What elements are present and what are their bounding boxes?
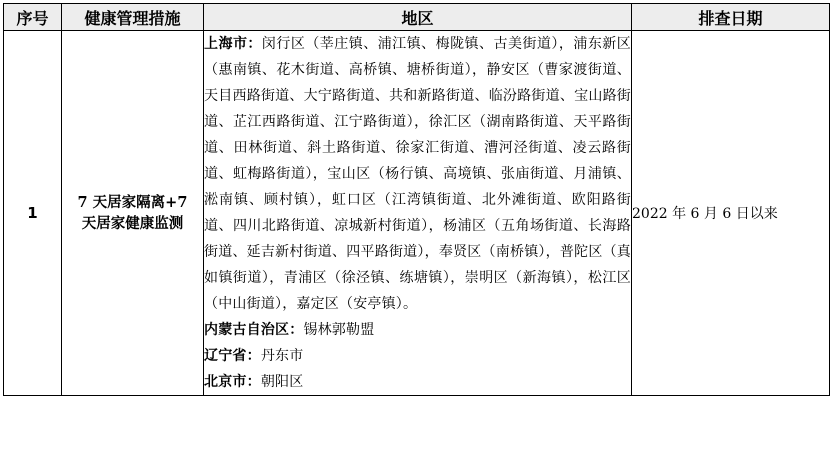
area-beijing [204,369,631,395]
header-measure: 健康管理措施 [62,4,204,31]
measure-line-2: 天居家健康监测 [81,215,184,232]
header-seq: 序号 [4,4,62,31]
cell-area [204,31,632,396]
header-date: 排查日期 [632,4,830,31]
area-liaoning [204,343,631,369]
area-shanghai [204,31,631,317]
cell-date: 2022 年 6 月 6 日以来 [632,31,830,396]
region-text-neimenggu: 锡林郭勒盟 [303,322,375,338]
table-header-row [4,4,830,31]
risk-area-table [3,3,830,396]
region-text-beijing: 朝阳区 [260,374,304,390]
header-area: 地区 [204,4,632,31]
cell-seq: 1 [4,31,62,396]
region-label-liaoning: 辽宁省： [204,348,261,364]
region-text-liaoning: 丹东市 [260,348,304,364]
table-row [4,31,830,396]
region-label-neimenggu: 内蒙古自治区： [204,322,304,338]
region-label-beijing: 北京市： [204,374,261,390]
region-label-shanghai: 上海市： [204,36,262,52]
measure-line-1: 7 天居家隔离+7 [77,194,188,211]
cell-measure [62,31,204,396]
region-text-shanghai: 闵行区（莘庄镇、浦江镇、梅陇镇、古美街道），浦东新区（惠南镇、花木街道、高桥镇、塘桥街道），静安区（曹家渡街道、天目西路街道、大宁路街道、共和新路街道、临汾路街道、宝山路街道、芷江西路街道、江宁路街道），徐汇区（湖南路街道、天平路街道、田林街道、斜土路街道、徐家汇街道、漕河泾街道、凌云路街道、虹梅路街道），宝山区（杨行镇、高境镇、张庙街道、月浦镇、淞南镇、顾村镇），虹口区（江湾镇街道、北外滩街道、欧阳路街道、四川北路街道、凉城新村街道），杨浦区（五角场街道、长海路街道、延吉新村街道、四平路街道），奉贤区（南桥镇），普陀区（真如镇街道），青浦区（徐泾镇、练塘镇），崇明区（新海镇），松江区（中山街道），嘉定区（安亭镇）。 [204,36,631,312]
area-neimenggu [204,317,631,343]
